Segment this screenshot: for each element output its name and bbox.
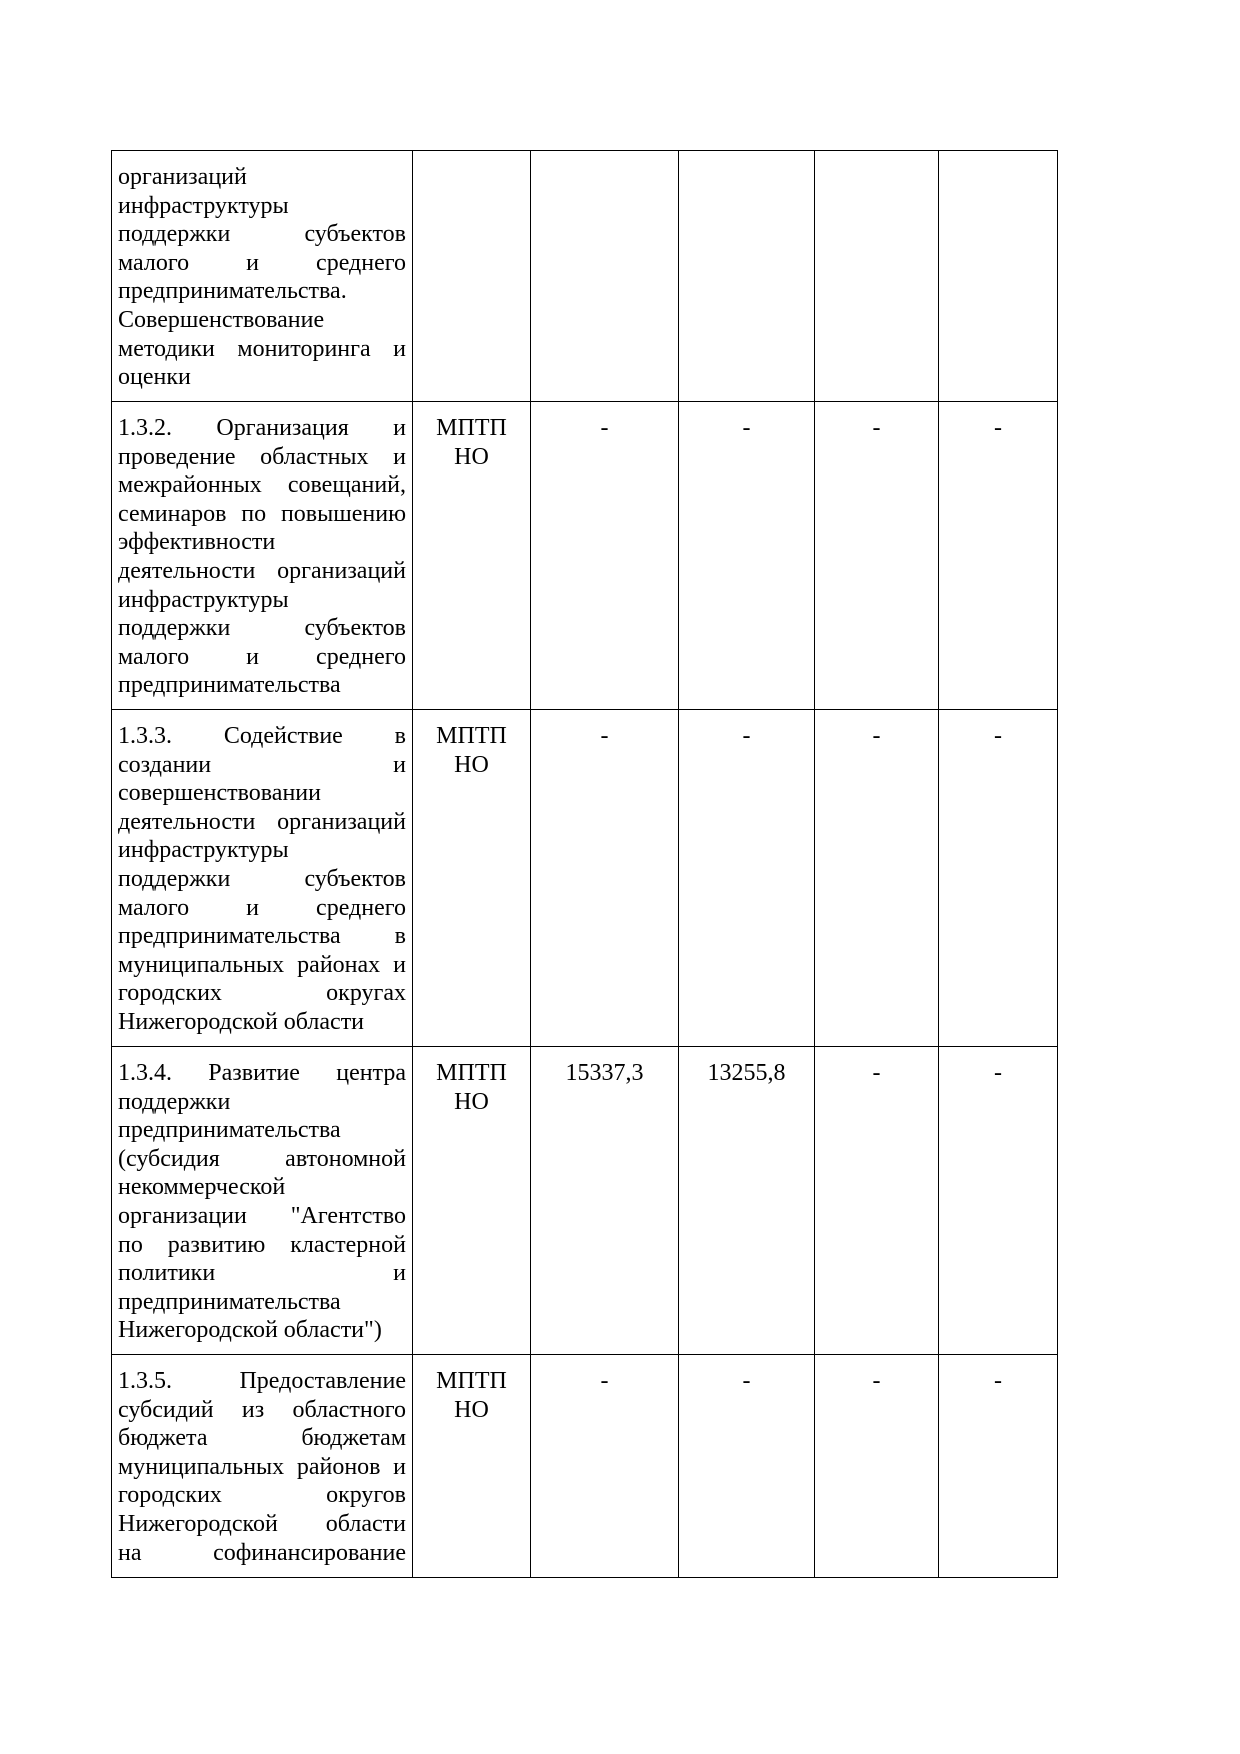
- value-cell-2: -: [679, 402, 815, 710]
- executor-line: МПТП: [436, 415, 507, 441]
- description-line: бюджета бюджетам: [118, 1425, 406, 1452]
- description-line: Совершенствование: [118, 306, 325, 333]
- description-line: городских округов: [118, 1482, 406, 1509]
- program-activities-table: [111, 150, 1058, 1578]
- executor-cell: [413, 710, 531, 1047]
- executor-line: МПТП: [436, 1060, 507, 1086]
- description-line: 1.3.2. Организация и: [118, 415, 406, 441]
- description-line: оценки: [118, 364, 191, 391]
- value-cell-3: -: [815, 1047, 939, 1355]
- description-line: городских округах: [118, 980, 406, 1007]
- activity-description: [112, 1047, 413, 1355]
- executor-cell: [413, 402, 531, 710]
- value-cell-4: -: [939, 1355, 1058, 1578]
- activity-description: [112, 402, 413, 710]
- description-line: (субсидия автономной: [118, 1145, 406, 1172]
- value-cell-2: -: [679, 710, 815, 1047]
- description-line: инфраструктуры: [118, 586, 289, 613]
- description-line: некоммерческой: [118, 1174, 286, 1201]
- table-row: [112, 151, 1058, 402]
- description-line: предпринимательства в: [118, 923, 406, 950]
- description-line: методики мониторинга и: [118, 335, 406, 362]
- executor-line: НО: [454, 751, 489, 778]
- description-line: проведение областных и: [118, 443, 406, 470]
- activity-description: [112, 1355, 413, 1578]
- description-line: предпринимательства: [118, 672, 341, 699]
- description-line: Нижегородской области"): [118, 1317, 382, 1344]
- table-row: [112, 1047, 1058, 1355]
- description-line: организаций: [118, 164, 247, 190]
- value-cell-4: -: [939, 1047, 1058, 1355]
- description-line: политики и: [118, 1260, 406, 1287]
- value-cell-1: [531, 151, 679, 402]
- value-cell-3: -: [815, 1355, 939, 1578]
- value-cell-1: 15337,3: [531, 1047, 679, 1355]
- description-line: поддержки: [118, 1088, 231, 1115]
- activity-description: [112, 710, 413, 1047]
- table-row: [112, 402, 1058, 710]
- executor-line: МПТП: [436, 1368, 507, 1394]
- description-line: субсидий из областного: [118, 1396, 406, 1423]
- description-line: межрайонных совещаний,: [118, 472, 406, 499]
- description-line: поддержки субъектов: [118, 865, 406, 892]
- description-line: 1.3.3. Содействие в: [118, 723, 406, 749]
- value-cell-2: -: [679, 1355, 815, 1578]
- value-cell-4: -: [939, 710, 1058, 1047]
- description-line: создании и: [118, 751, 406, 778]
- description-line: инфраструктуры: [118, 192, 289, 219]
- value-cell-4: [939, 151, 1058, 402]
- description-line: инфраструктуры: [118, 837, 289, 864]
- executor-line: НО: [454, 1088, 489, 1115]
- executor-line: НО: [454, 1396, 489, 1423]
- description-line: предпринимательства: [118, 1117, 341, 1144]
- description-line: деятельности организаций: [118, 557, 406, 584]
- description-line: поддержки субъектов: [118, 615, 406, 642]
- executor-cell: [413, 1047, 531, 1355]
- table-row: [112, 1355, 1058, 1578]
- description-line: семинаров по повышению: [118, 500, 406, 527]
- description-line: малого и среднего: [118, 894, 406, 921]
- description-line: Нижегородской области: [118, 1510, 406, 1537]
- description-line: деятельности организаций: [118, 808, 406, 835]
- description-line: малого и среднего: [118, 249, 406, 276]
- executor-line: НО: [454, 443, 489, 470]
- description-line: 1.3.5. Предоставление: [118, 1368, 406, 1394]
- value-cell-1: -: [531, 402, 679, 710]
- table-row: [112, 710, 1058, 1047]
- description-line: Нижегородской области: [118, 1008, 365, 1035]
- executor-cell: [413, 1355, 531, 1578]
- description-line: эффективности: [118, 529, 276, 556]
- description-line: муниципальных районов и: [118, 1453, 406, 1480]
- value-cell-2: [679, 151, 815, 402]
- description-line: совершенствовании: [118, 780, 321, 807]
- description-line: по развитию кластерной: [118, 1231, 406, 1258]
- description-line: муниципальных районах и: [118, 951, 406, 978]
- value-cell-1: -: [531, 1355, 679, 1578]
- description-line: предпринимательства.: [118, 278, 347, 305]
- value-cell-3: [815, 151, 939, 402]
- description-line: 1.3.4. Развитие центра: [118, 1060, 406, 1086]
- executor-line: МПТП: [436, 723, 507, 749]
- value-cell-2: 13255,8: [679, 1047, 815, 1355]
- value-cell-3: -: [815, 710, 939, 1047]
- executor-cell: [413, 151, 531, 402]
- description-line: поддержки субъектов: [118, 221, 406, 248]
- value-cell-4: -: [939, 402, 1058, 710]
- value-cell-1: -: [531, 710, 679, 1047]
- description-line: организации "Агентство: [118, 1202, 406, 1229]
- description-line: малого и среднего: [118, 643, 406, 670]
- activity-description: [112, 151, 413, 402]
- table-body: [112, 151, 1058, 1578]
- description-line: предпринимательства: [118, 1288, 341, 1315]
- description-line: на софинансирование: [118, 1539, 406, 1566]
- value-cell-3: -: [815, 402, 939, 710]
